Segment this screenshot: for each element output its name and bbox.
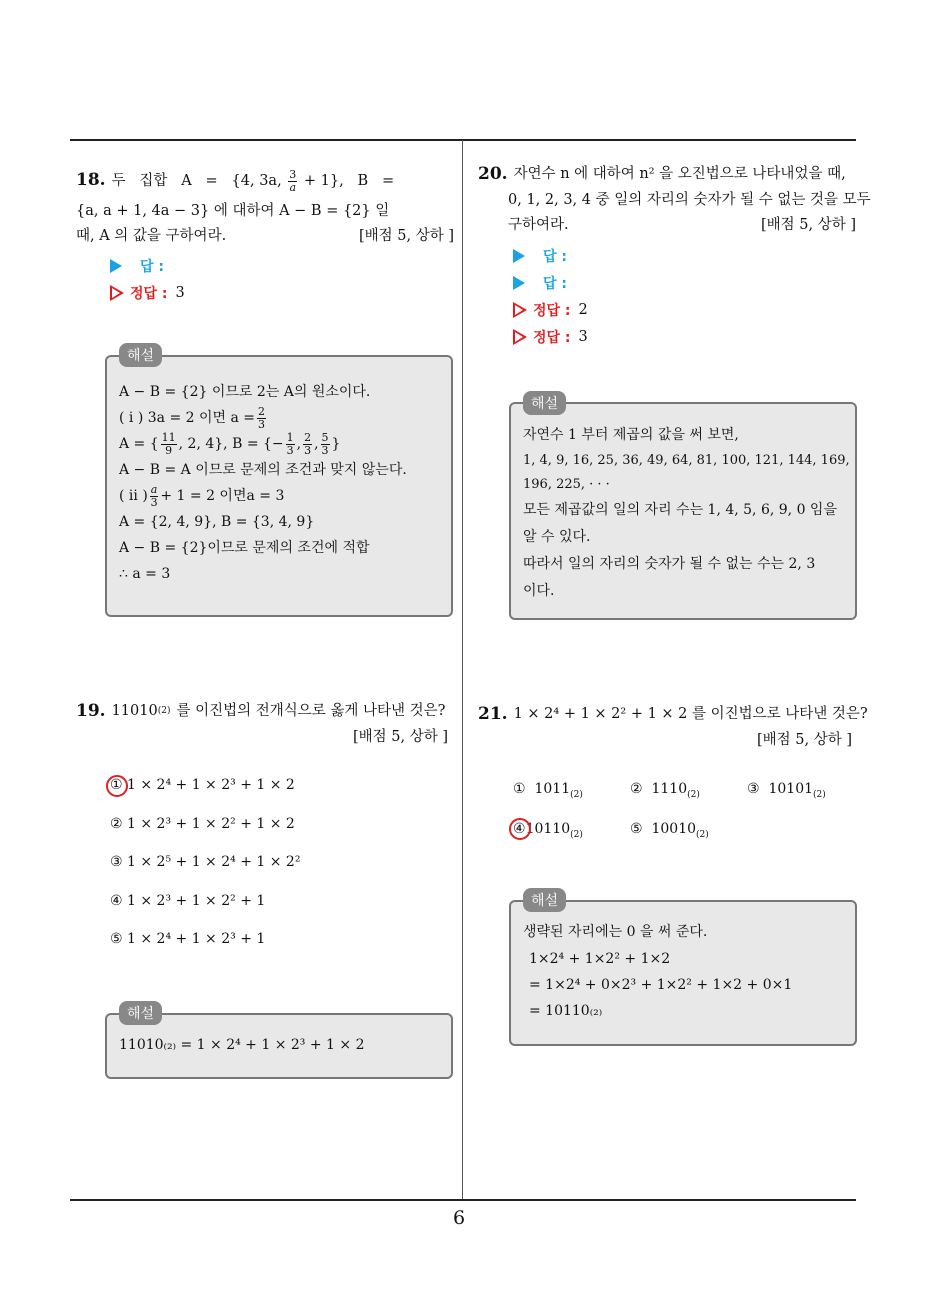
question-number: 18. — [76, 170, 106, 190]
question-text: {a, a + 1, 4a − 3} 에 대하여 A − B = {2} 일 — [76, 203, 390, 219]
outline-triangle-icon — [110, 285, 124, 301]
question-20 — [478, 160, 871, 238]
option-2[interactable]: ② 1 × 2³ + 1 × 2² + 1 × 2 — [110, 816, 295, 832]
question-number: 20. — [478, 163, 508, 184]
solution-tag: 해설 — [523, 391, 566, 415]
answer-input-row[interactable]: 답 : — [110, 252, 164, 280]
question-text: 때, A 의 값을 구하여라. — [76, 228, 227, 244]
question-19: 19. 11010 (2) 를 이진법의 전개식으로 옳게 나타낸 것은? [배점 5, 상하 ] — [76, 697, 454, 750]
option-4[interactable]: $④10110_{(2)}$ — [513, 821, 583, 840]
correct-answer-row: 정답 : 2 — [513, 296, 588, 324]
solution-box: 자연수 1 부터 제곱의 값을 써 보면, 1, 4, 9, 16, 25, 36, 49, 64, 81, 100, 121, 144, 169, 196, 225, · · · 모든 제곱값의 일의 자리 수는 1, 4, 5, 6, 9, 0 임을 알 수 있다. 따라서 일의 자리의 숫자가 될 수 없는 수는 2, 3 이다. — [509, 402, 857, 620]
question-text: 1 × 2⁴ + 1 × 2² + 1 × 2 를 이진법으로 나타낸 것은? — [513, 705, 868, 722]
solution-tag: 해설 — [119, 343, 162, 367]
selected-mark-icon — [106, 775, 128, 797]
solution-box: 생략된 자리에는 0 을 써 준다. 1×2⁴ + 1×2² + 1×2 = 1×2⁴ + 0×2³ + 1×2² + 1×2 + 0×1 = 10110₍₂₎ — [509, 900, 857, 1046]
play-icon — [513, 276, 525, 290]
solution-tag: 해설 — [523, 888, 566, 912]
fraction: $\frac{3}{a}$ — [289, 167, 297, 194]
score-meta: [배점 5, 상하 ] — [760, 217, 856, 233]
answer-input-row[interactable]: 답 : — [513, 269, 567, 297]
bottom-rule — [70, 1199, 856, 1201]
score-meta: [배점 5, 상하 ] — [358, 228, 454, 244]
option-4[interactable]: ④ 1 × 2³ + 1 × 2² + 1 — [110, 893, 266, 909]
question-number: 21. — [478, 703, 508, 724]
solution-box: A − B = {2} 이므로 2는 A의 원소이다. ( i ) 3a = 2 이면 a = $\frac{2}{3}$ A = { $\frac{11}{9}$ , 2, 4}, B = {− $\frac{1}{3}$ , $\frac{2}{3}$ , $\frac{5}{3}$ } A − B = A 이므로 문제의 조건과 맞지 않는다. ( ii ) $\frac{a}{3}$ + 1 = 2 이면a = 3 A = {2, 4, 9}, B = {3, 4, 9} A − B = {2}이므로 문제의 조건에 적합 ∴ a = 3 — [105, 355, 453, 617]
solution-tag: 해설 — [119, 1001, 162, 1025]
option-1[interactable]: ① 1 × 2⁴ + 1 × 2³ + 1 × 2 — [110, 777, 295, 793]
option-2[interactable]: ② $1110_{(2)}$ — [630, 781, 700, 800]
play-icon — [513, 249, 525, 263]
column-divider — [462, 140, 463, 1200]
outline-triangle-icon — [513, 302, 527, 318]
correct-answer-row: 정답 : 3 — [110, 279, 185, 307]
question-21 — [478, 700, 868, 753]
solution-box: 11010₍₂₎ = 1 × 2⁴ + 1 × 2³ + 1 × 2 — [105, 1013, 453, 1079]
question-text: 구하여라. — [508, 217, 569, 233]
question-text: 자연수 n 에 대하여 n² 을 오진법으로 나타내었을 때, — [513, 165, 846, 182]
option-1[interactable]: ① $1011_{(2)}$ — [513, 781, 583, 800]
outline-triangle-icon — [513, 329, 527, 345]
option-3[interactable]: ③ 1 × 2⁵ + 1 × 2⁴ + 1 × 2² — [110, 854, 301, 870]
question-text: 0, 1, 2, 3, 4 중 일의 자리의 숫자가 될 수 없는 것을 모두 — [508, 192, 871, 208]
option-5[interactable]: ⑤ 1 × 2⁴ + 1 × 2³ + 1 — [110, 931, 266, 947]
option-5[interactable]: ⑤ $10010_{(2)}$ — [630, 821, 709, 840]
answer-input-row[interactable]: 답 : — [513, 242, 567, 270]
play-icon — [110, 259, 122, 273]
score-meta: [배점 5, 상하 ] — [756, 732, 852, 748]
top-rule — [70, 139, 856, 141]
question-text: 두 집합 A = {4, 3a, — [111, 173, 282, 189]
page-number: 6 — [453, 1207, 466, 1229]
option-3[interactable]: ③ $10101_{(2)}$ — [747, 781, 826, 800]
question-18: 18. 두 집합 A = {4, 3a, $\frac{3}{a}$ + 1}, B = {a, a + 1, 4a − 3} 에 대하여 A − B = {2} 일 때, A 의 값을 구하여라. [배점 5, 상하 ] — [76, 163, 454, 249]
question-number: 19. — [76, 700, 106, 721]
correct-answer-row: 정답 : 3 — [513, 323, 588, 351]
selected-mark-icon — [509, 818, 531, 840]
score-meta: [배점 5, 상하 ] — [352, 729, 448, 745]
